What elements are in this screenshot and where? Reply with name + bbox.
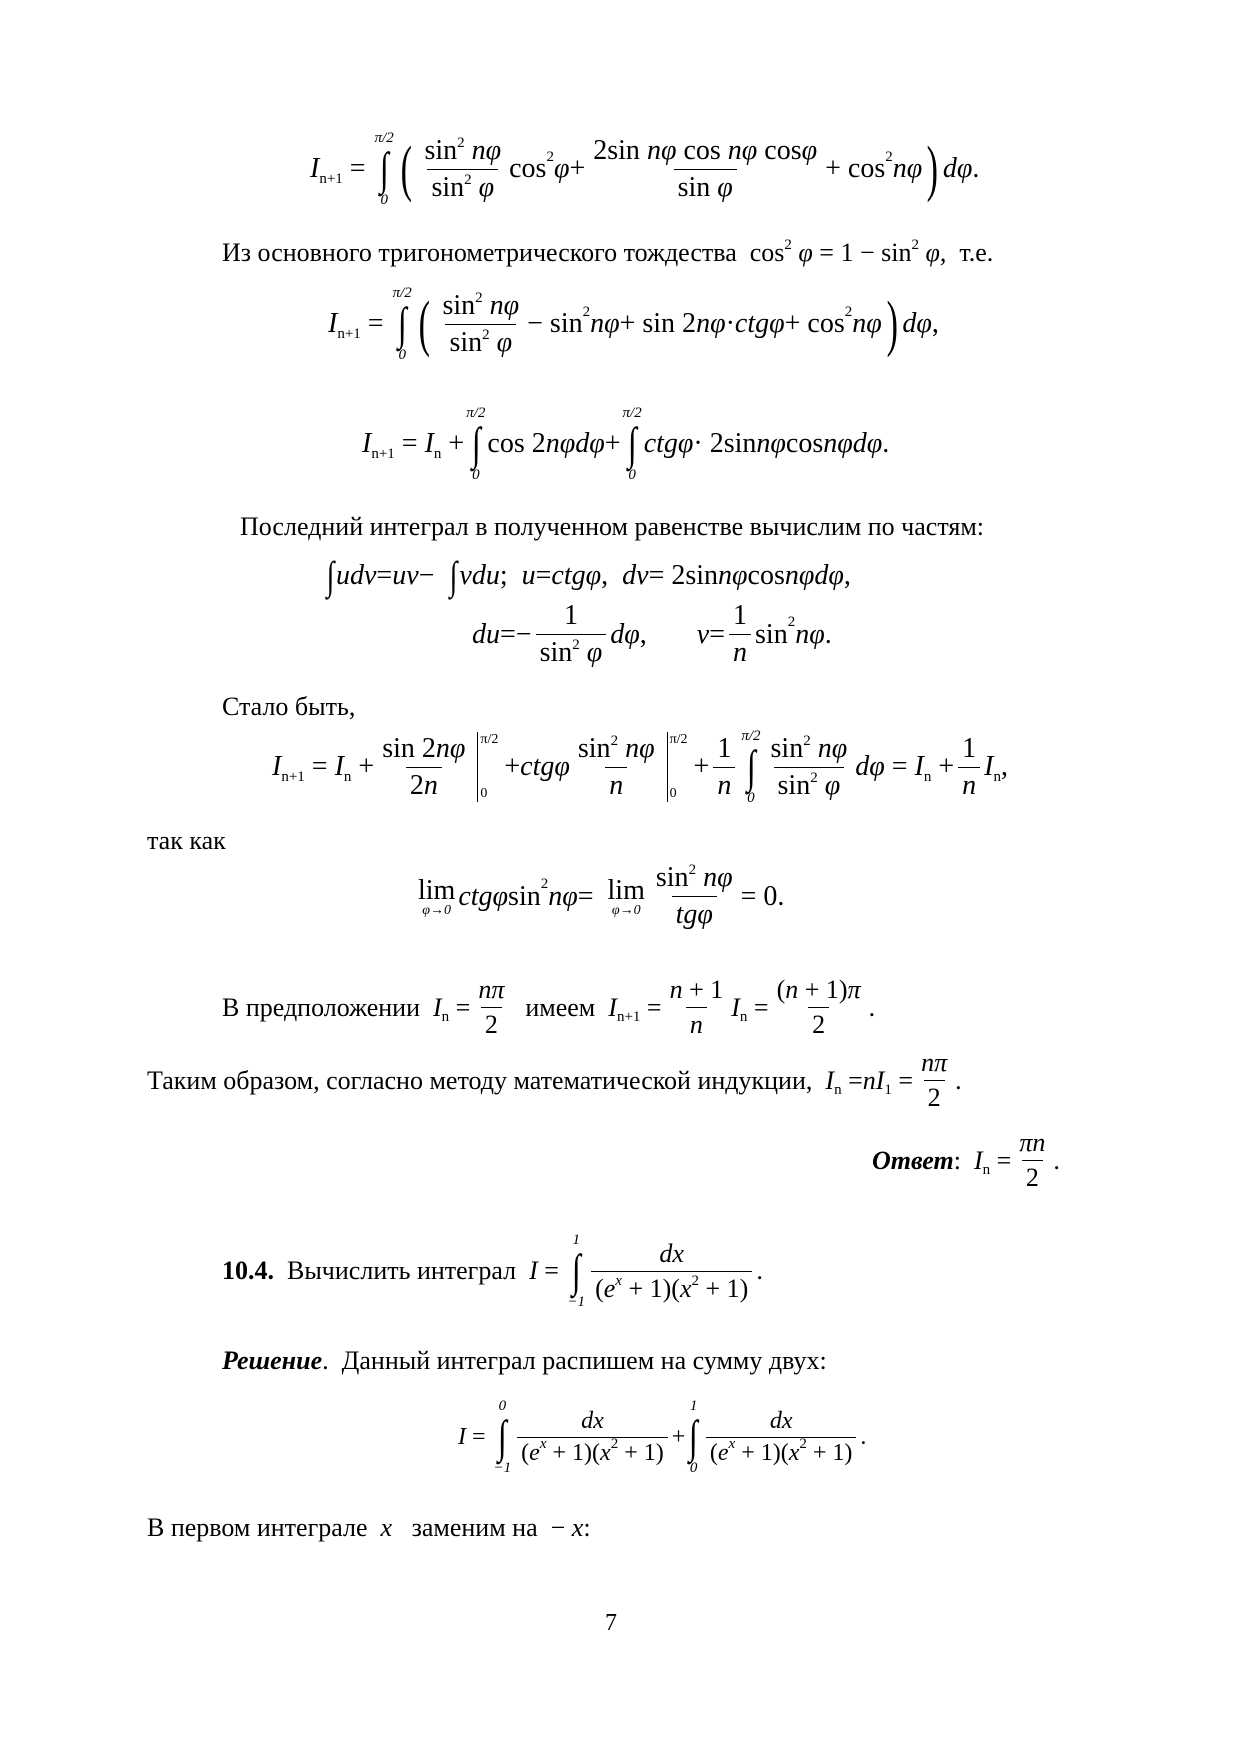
equation-split-integral: I = 0 ∫ −1 $\frac{dx}{(e^x + 1)(x^2 + 1)}$ + 1 ∫ 0 $\frac{dx}{(e^x + 1)(x^2 + 1)}$ . [458,1398,867,1476]
text-parts: Последний интеграл в полученном равенстве вычислим по частям: [240,512,984,541]
equation-i-n-plus-1-split: I n+1 = I n + π/2 ∫ 0 cos 2 nφdφ + π/2 ∫ 0 ctgφ · 2sin nφ cos nφdφ . [362,405,890,483]
page-number: 7 [605,1610,617,1636]
equation-du-v: du =− $\frac{1}{\sin^2 \varphi}$ dφ , v = $\frac{1}{n}$ sin 2 nφ . [472,600,832,668]
text-identity: Из основного тригонометрического тождества $\cos^2 \varphi = 1 - \sin^2 \varphi$, т.е. [222,237,994,267]
text-tak-kak: так как [147,826,226,855]
equation-induction: Таким образом, согласно методу математической индукции, I n = nI 1 = $\frac{n\pi}{2}$ . [147,1048,962,1112]
text-substitute: В первом интеграле x заменим на − x: [147,1513,591,1542]
answer-line: Ответ : I n = $\frac{\pi n}{2}$ . [872,1128,1060,1192]
solution-line: Решение. Данный интеграл распишем на сумму двух: [222,1346,827,1375]
text-stalo: Стало быть, [222,692,356,721]
equation-assumption: В предположении I n = $\frac{n\pi}{2}$ имеем I n+1 = $\frac{n + 1}{n}$ I n = $\frac{(n + 1)\pi}{2}$ . [222,975,876,1039]
equation-i-n-plus-1-expanded: I n+1 = π/2 ∫ 0 ( $\frac{\sin^2 n\varphi}{\sin^2 \varphi}$ cos 2 φ + $\frac{\text{2sin nφ cos nφ cosφ}}{\text{sin φ}}$ + cos 2 nφ ) dφ . [310,130,980,208]
equation-limit: lim φ→0 ctgφ sin 2 nφ = lim φ→0 $\frac{\sin^2 n\varphi}{\text{tgφ}}$ = 0. [418,862,785,930]
equation-integration-by-parts: ∫ udv = uv − ∫ vdu ; u = ctgφ , dv = 2sin nφ cos nφdφ , [326,553,851,598]
problem-10-4: 10.4. Вычислить интеграл I = 1 ∫ −1 $\frac{dx}{(e^x + 1)(x^2 + 1)}$ . [222,1232,763,1310]
equation-recurrence: I n+1 = I n + $\frac{\sin 2n\varphi}{2n}$ π/2 0 + ctgφ $\frac{\sin^2 n\varphi}{n}$ π/2 0 + $\frac{1}{n}$ π/2 ∫ 0 $\frac{\sin^2 n\varphi}{\sin^2 \varphi}$ dφ = I n + $\frac{1}{n}$ I n , [272,728,1008,806]
equation-i-n-plus-1-simplified: I n+1 = π/2 ∫ 0 ( $\frac{\sin^2 n\varphi}{\sin^2 \varphi}$ − sin 2 nφ + sin 2 nφ · ctgφ + cos 2 nφ ) dφ , [328,285,939,363]
